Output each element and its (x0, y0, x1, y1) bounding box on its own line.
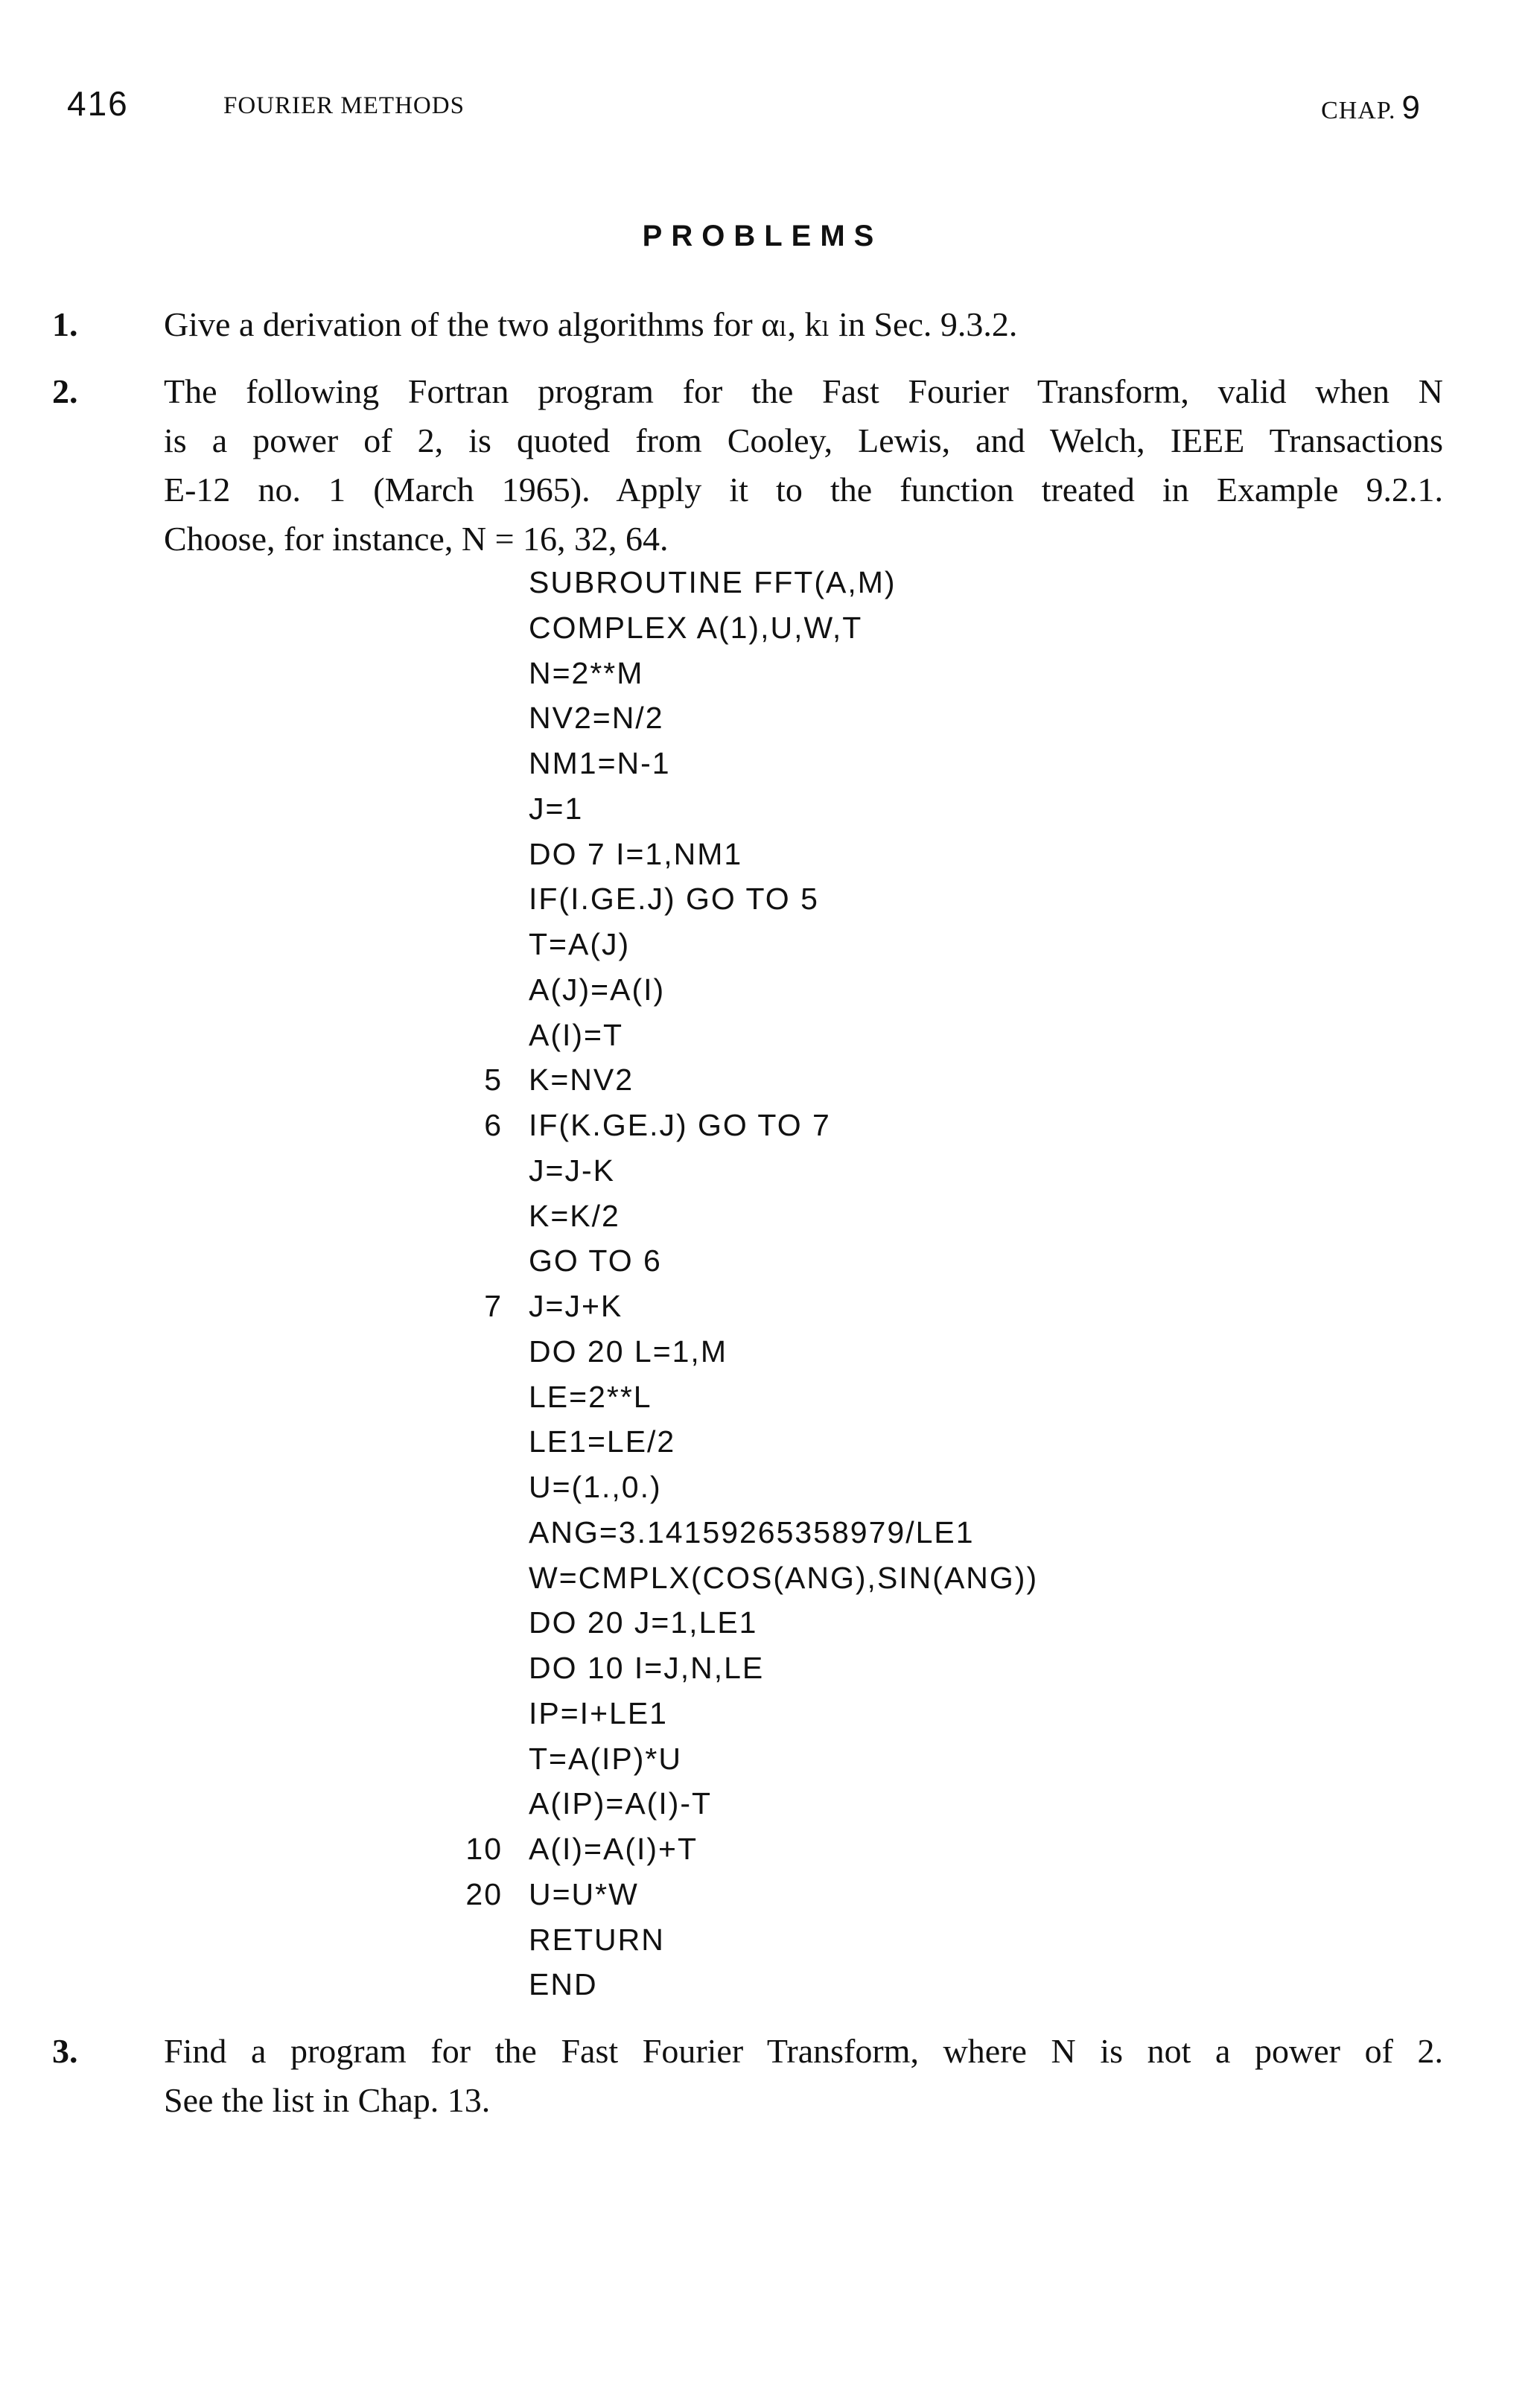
problem-1 (52, 300, 1443, 352)
code-statement: K=K/2 (529, 1198, 620, 1233)
code-line (402, 922, 1147, 967)
code-line (402, 1103, 1147, 1148)
code-line (402, 1691, 1147, 1736)
code-line (402, 1917, 1147, 1963)
code-line (402, 1013, 1147, 1058)
code-line (402, 1194, 1147, 1239)
code-line (402, 1284, 1147, 1329)
code-line (402, 695, 1147, 741)
code-line (402, 876, 1147, 922)
code-statement: T=A(J) (529, 927, 631, 961)
problem-text (164, 300, 1443, 349)
problem-line: The following Fortran program for the Fast Fourier Transform, valid when N (164, 372, 1443, 410)
code-statement: J=J+K (529, 1289, 623, 1323)
code-line (402, 1375, 1147, 1420)
code-statement: GO TO 6 (529, 1243, 662, 1278)
code-statement: W=CMPLX(COS(ANG),SIN(ANG)) (529, 1560, 1039, 1595)
problem-2 (52, 367, 1443, 568)
code-line (402, 1419, 1147, 1465)
problem-line: See the list in Chap. 13. (164, 2081, 491, 2119)
code-line (402, 1646, 1147, 1691)
code-statement: IP=I+LE1 (529, 1695, 668, 1730)
fortran-listing (402, 560, 1147, 2007)
code-statement: U=U*W (529, 1876, 639, 1911)
code-line (402, 1238, 1147, 1284)
code-line (402, 1465, 1147, 1510)
code-line (402, 1600, 1147, 1646)
chapter-label: CHAP. (1321, 97, 1396, 124)
statement-label: 5 (484, 1063, 503, 1098)
code-line (402, 1148, 1147, 1194)
chapter-marker (1321, 89, 1421, 127)
code-line (402, 605, 1147, 651)
problem-number: 2. (52, 372, 78, 410)
code-statement: SUBROUTINE FFT(A,M) (529, 565, 897, 599)
code-line (402, 1962, 1147, 2007)
section-title: PROBLEMS (642, 220, 883, 252)
code-statement: A(J)=A(I) (529, 972, 666, 1007)
code-line (402, 560, 1147, 605)
code-line (402, 786, 1147, 832)
code-line (402, 1736, 1147, 1782)
code-statement: A(IP)=A(I)-T (529, 1786, 713, 1821)
code-line (402, 1057, 1147, 1103)
code-statement: U=(1.,0.) (529, 1470, 662, 1504)
problem-number: 1. (52, 305, 78, 343)
problem-line: is a power of 2, is quoted from Cooley, Lewis, and Welch, IEEE Transactions (164, 421, 1443, 459)
code-statement: DO 10 I=J,N,LE (529, 1651, 765, 1685)
code-line (402, 1510, 1147, 1555)
statement-label: 7 (484, 1289, 503, 1323)
code-statement: N=2**M (529, 655, 644, 690)
statement-label: 10 (465, 1832, 503, 1866)
code-statement: LE=2**L (529, 1379, 652, 1414)
chapter-number: 9 (1401, 89, 1421, 126)
code-statement: K=NV2 (529, 1063, 634, 1098)
problem-text (164, 2027, 1443, 2125)
code-line (402, 651, 1147, 696)
running-title: FOURIER METHODS (223, 92, 465, 119)
code-statement: NM1=N-1 (529, 746, 671, 780)
problem-number: 3. (52, 2032, 78, 2070)
code-statement: IF(K.GE.J) GO TO 7 (529, 1108, 831, 1142)
code-line (402, 1826, 1147, 1872)
running-header (0, 83, 1525, 128)
code-line (402, 1781, 1147, 1826)
problem-line: Give a derivation of the two algorithms for αₗ, kₗ in Sec. 9.3.2. (164, 305, 1018, 343)
problem-line: E-12 no. 1 (March 1965). Apply it to the function treated in Example 9.2.1. (164, 471, 1443, 509)
code-statement: LE1=LE/2 (529, 1424, 676, 1459)
code-line (402, 1872, 1147, 1917)
code-statement: DO 20 L=1,M (529, 1334, 728, 1369)
code-statement: RETURN (529, 1922, 665, 1957)
code-statement: A(I)=T (529, 1017, 624, 1052)
problem-line: Choose, for instance, N = 16, 32, 64. (164, 520, 669, 558)
code-line (402, 741, 1147, 786)
code-statement: J=J-K (529, 1153, 615, 1188)
code-statement: A(I)=A(I)+T (529, 1832, 698, 1866)
problem-text (164, 367, 1443, 564)
code-statement: DO 7 I=1,NM1 (529, 836, 743, 871)
code-statement: END (529, 1967, 598, 2002)
code-statement: DO 20 J=1,LE1 (529, 1605, 758, 1640)
code-line (402, 1555, 1147, 1601)
code-line (402, 967, 1147, 1013)
problem-3 (52, 2027, 1443, 2131)
code-statement: IF(I.GE.J) GO TO 5 (529, 882, 819, 917)
code-line (402, 1329, 1147, 1375)
page-number: 416 (67, 84, 129, 123)
code-statement: NV2=N/2 (529, 701, 664, 736)
code-statement: T=A(IP)*U (529, 1741, 682, 1776)
statement-label: 20 (465, 1876, 503, 1911)
code-line (402, 832, 1147, 877)
code-statement: ANG=3.14159265358979/LE1 (529, 1514, 975, 1549)
code-statement: COMPLEX A(1),U,W,T (529, 610, 863, 645)
problem-line: Find a program for the Fast Fourier Transform, where N is not a power of 2. (164, 2032, 1443, 2070)
code-statement: J=1 (529, 791, 584, 826)
statement-label: 6 (484, 1108, 503, 1142)
